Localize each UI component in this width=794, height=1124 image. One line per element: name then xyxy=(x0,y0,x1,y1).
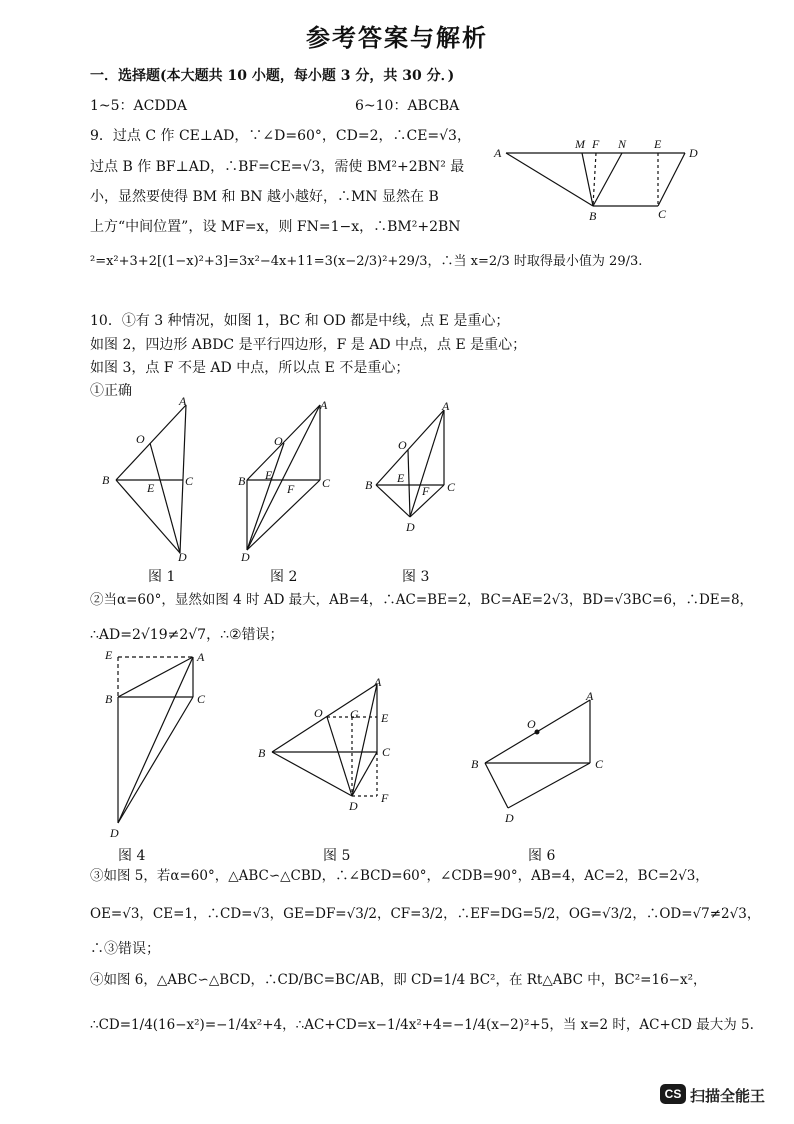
answers-1-5: 1~5：ACDDA xyxy=(90,98,187,114)
q9-figure xyxy=(490,130,710,225)
q9-line-1: 9．过点 C 作 CE⊥AD，∵∠D=60°，CD=2，∴CE=√3， xyxy=(90,128,471,144)
svg-text:A: A xyxy=(374,675,382,689)
svg-text:D: D xyxy=(406,520,415,534)
svg-text:O: O xyxy=(398,438,407,452)
svg-text:E: E xyxy=(397,471,405,485)
svg-text:B: B xyxy=(102,473,110,487)
svg-text:D: D xyxy=(241,550,250,564)
figure-2-caption: 图 2 xyxy=(270,569,298,585)
svg-text:C: C xyxy=(595,757,604,771)
svg-text:D: D xyxy=(178,550,187,564)
figure-3-caption: 图 3 xyxy=(402,569,430,585)
q10-line-1: 10．①有 3 种情况，如图 1，BC 和 OD 都是中线，点 E 是重心； xyxy=(90,313,510,329)
q9-line-4: 上方“中间位置”，设 MF=x，则 FN=1−x，∴BM²+2BN xyxy=(90,219,461,235)
svg-text:A: A xyxy=(320,398,328,412)
svg-text:F: F xyxy=(422,484,430,498)
figure-5-caption: 图 5 xyxy=(323,848,351,864)
section-heading: 一．选择题(本大题共 10 小题，每小题 3 分，共 30 分．) xyxy=(90,68,455,84)
figure-2 xyxy=(232,395,342,565)
figure-6-caption: 图 6 xyxy=(528,848,556,864)
svg-text:B: B xyxy=(471,757,479,771)
figure-5 xyxy=(252,672,402,812)
q10-line-4: ①正确 xyxy=(90,383,132,399)
svg-text:B: B xyxy=(258,746,266,760)
svg-text:F: F xyxy=(287,482,295,496)
svg-text:D: D xyxy=(110,826,119,840)
figure-4 xyxy=(100,645,220,845)
svg-text:C: C xyxy=(382,745,391,759)
part4-line-1: ④如图 6，△ABC∽△BCD，∴CD/BC=BC/AB，即 CD=1/4 BC²，在 Rt△ABC 中，BC²=16−x²， xyxy=(90,972,707,988)
camscanner-logo: CS xyxy=(660,1084,686,1104)
svg-text:C: C xyxy=(185,474,194,488)
q9-line-3: 小，显然要使得 BM 和 BN 越小越好，∴MN 显然在 B xyxy=(90,189,439,205)
figure-3 xyxy=(362,395,472,545)
q10-line-3: 如图 3，点 F 不是 AD 中点，所以点 E 不是重心； xyxy=(90,360,410,376)
figure-1-caption: 图 1 xyxy=(148,569,176,585)
figure-1 xyxy=(98,395,208,565)
q9-label-n: N xyxy=(618,137,627,151)
svg-text:B: B xyxy=(238,474,246,488)
part3-line-3: ∴③错误； xyxy=(90,941,160,957)
q9-line-5: ²=x²+3+2[(1−x)²+3]=3x²−4x+11=3(x−2/3)²+29/3，∴当 x=2/3 时取得最小值为 29/3. xyxy=(90,254,643,269)
svg-text:A: A xyxy=(179,395,187,408)
svg-text:C: C xyxy=(322,476,331,490)
q9-label-d: D xyxy=(689,146,698,160)
q9-label-m: M xyxy=(575,137,585,151)
q10-line-2: 如图 2，四边形 ABDC 是平行四边形，F 是 AD 中点，点 E 是重心； xyxy=(90,337,527,353)
q9-label-a: A xyxy=(494,146,502,160)
svg-text:C: C xyxy=(197,692,206,706)
svg-text:B: B xyxy=(365,478,373,492)
svg-text:O: O xyxy=(314,706,323,720)
svg-text:A: A xyxy=(197,650,205,664)
svg-text:D: D xyxy=(349,799,358,812)
svg-text:D: D xyxy=(505,811,514,825)
q9-label-c: C xyxy=(658,207,667,221)
svg-text:E: E xyxy=(105,648,113,662)
page-title: 参考答案与解析 xyxy=(306,23,488,52)
q9-line-2: 过点 B 作 BF⊥AD，∴BF=CE=√3，需使 BM²+2BN² 最 xyxy=(90,159,465,175)
q9-label-b: B xyxy=(589,209,597,223)
svg-text:E: E xyxy=(147,481,155,495)
q9-label-e: E xyxy=(654,137,662,151)
svg-text:G: G xyxy=(350,707,359,721)
svg-text:O: O xyxy=(527,717,536,731)
part3-line-1: ③如图 5，若α=60°，△ABC∽△CBD，∴∠BCD=60°，∠CDB=90°，AB=4，AC=2，BC=2√3， xyxy=(90,868,709,884)
part2-line-1: ②当α=60°，显然如图 4 时 AD 最大，AB=4，∴AC=BE=2，BC=AE=2√3，BD=√3BC=6，∴DE=8， xyxy=(90,592,754,608)
figure-6 xyxy=(465,688,605,828)
svg-text:O: O xyxy=(274,434,283,448)
part2-line-2: ∴AD=2√19≠2√7，∴②错误； xyxy=(90,627,284,643)
svg-text:F: F xyxy=(381,791,389,805)
svg-text:C: C xyxy=(447,480,456,494)
part4-line-2: ∴CD=1/4(16−x²)=−1/4x²+4，∴AC+CD=x−1/4x²+4=−1/4(x−2)²+5，当 x=2 时，AC+CD 最大为 5. xyxy=(90,1017,754,1033)
part3-line-2: OE=√3，CE=1，∴CD=√3，GE=DF=√3/2，CF=3/2，∴EF=DG=5/2，OG=√3/2，∴OD=√7≠2√3， xyxy=(90,906,761,922)
svg-text:B: B xyxy=(105,692,113,706)
svg-text:A: A xyxy=(442,399,450,413)
svg-text:A: A xyxy=(586,689,594,703)
answers-6-10: 6~10：ABCBA xyxy=(355,98,460,114)
q9-label-f: F xyxy=(592,137,600,151)
svg-text:O: O xyxy=(136,432,145,446)
watermark-text: 扫描全能王 xyxy=(690,1087,766,1105)
svg-text:E: E xyxy=(381,711,389,725)
svg-text:E: E xyxy=(265,468,273,482)
figure-4-caption: 图 4 xyxy=(118,848,146,864)
